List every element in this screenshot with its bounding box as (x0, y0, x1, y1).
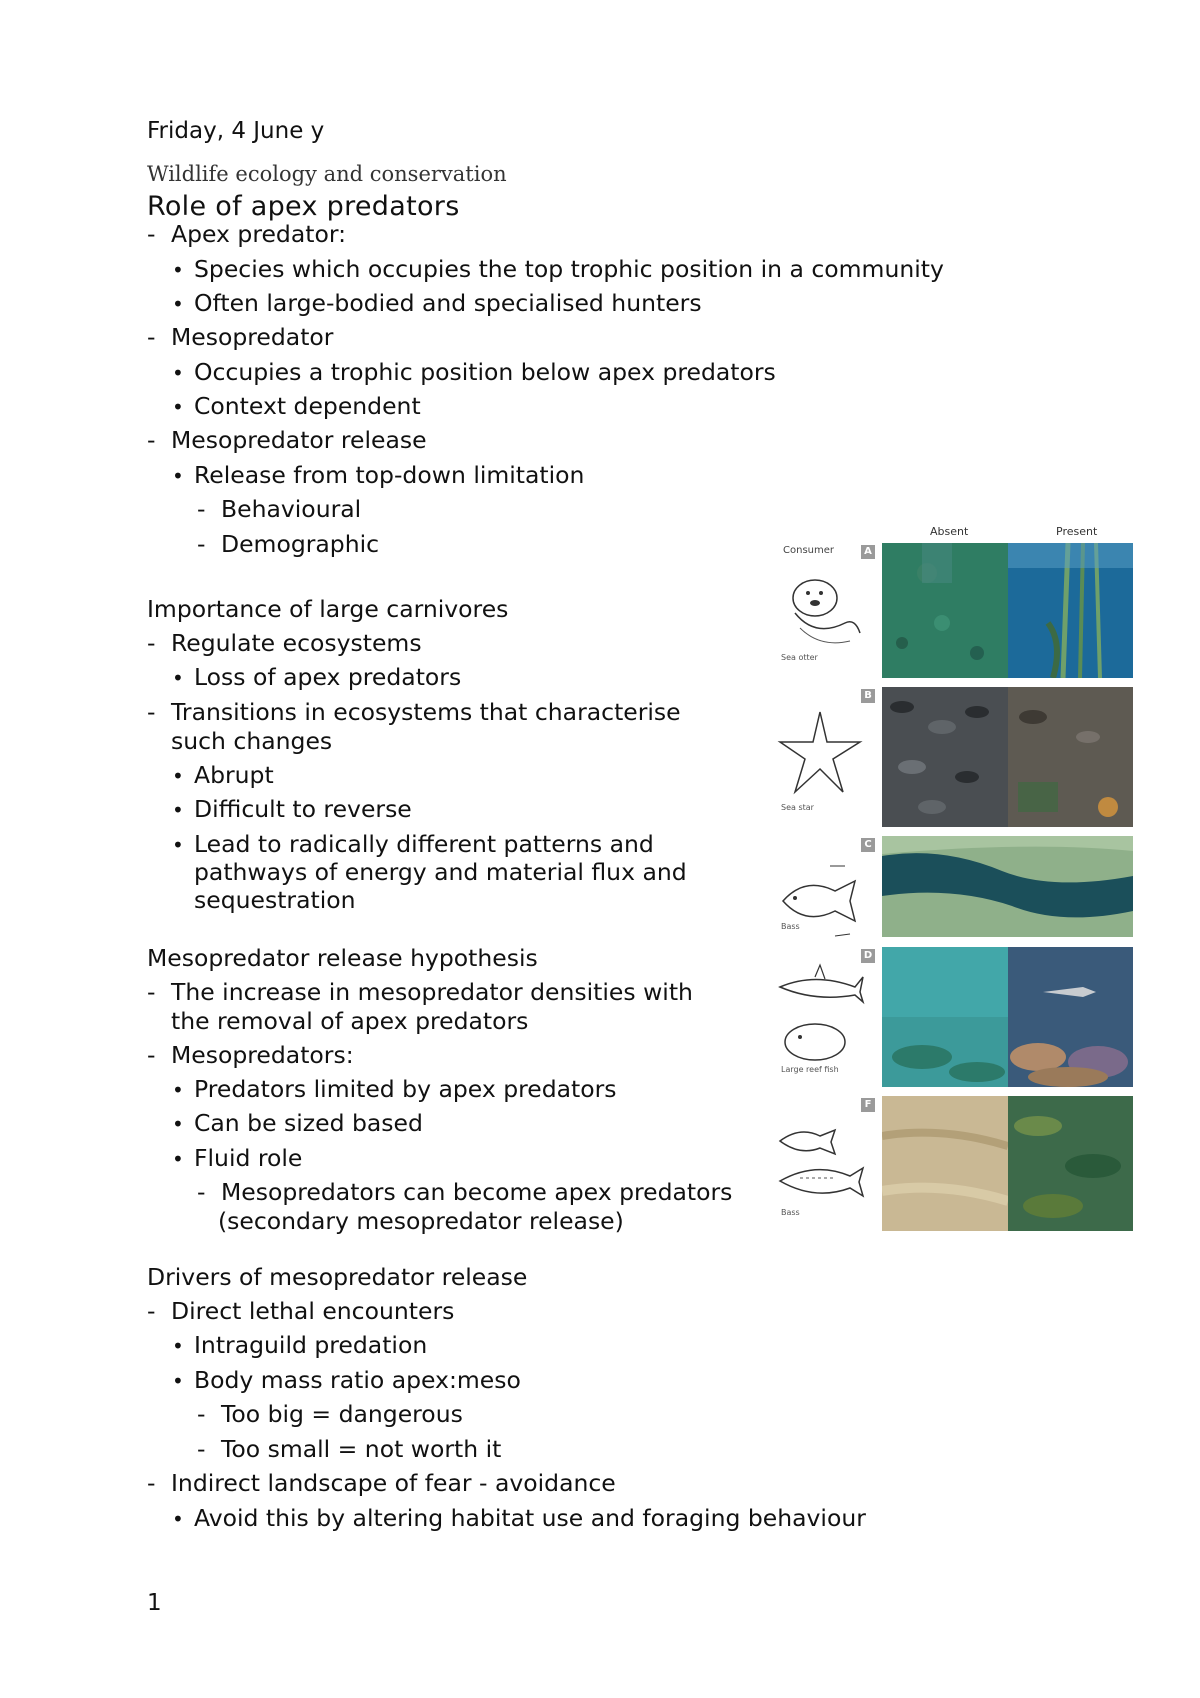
dash-marker: - (147, 978, 156, 1006)
list-item-text: Difficult to reverse (194, 795, 412, 823)
list-item-bullet (172, 830, 654, 860)
healthy-reef-texture (1008, 947, 1133, 1087)
list-item-dash (147, 323, 333, 352)
figure-panel-c (773, 836, 1133, 937)
list-item-text: Indirect landscape of fear - avoidance (171, 1469, 616, 1497)
shark-icon (775, 957, 865, 1067)
list-item-dash (197, 1178, 732, 1207)
bullet-marker: • (172, 1507, 184, 1531)
list-item-continuation: such changes (171, 727, 333, 755)
list-item-dash (147, 629, 422, 658)
bullet-marker: • (172, 833, 184, 857)
panel-letter: D (861, 949, 875, 963)
list-item-text: Apex predator: (171, 220, 347, 248)
bullet-marker: • (172, 1147, 184, 1171)
list-item-text: Occupies a trophic position below apex predators (194, 358, 776, 386)
bullet-marker: • (172, 1369, 184, 1393)
section-heading: Mesopredator release hypothesis (147, 944, 538, 972)
bass-icon (775, 846, 865, 956)
bullet-marker: • (172, 361, 184, 385)
mussel-present-photo (1008, 687, 1133, 827)
list-item-text: Body mass ratio apex:meso (194, 1366, 521, 1394)
list-item-text: Mesopredators: (171, 1041, 354, 1069)
list-item-bullet (172, 392, 421, 422)
list-item-text: Intraguild predation (194, 1331, 428, 1359)
dash-marker: - (147, 1041, 156, 1069)
kelp-forest-texture (1008, 543, 1133, 678)
list-item-continuation: (secondary mesopredator release) (218, 1207, 624, 1235)
list-item-continuation: the removal of apex predators (171, 1007, 529, 1035)
list-item-dash (147, 1041, 354, 1070)
list-item-text: Transitions in ecosystems that characterise (171, 698, 681, 726)
mixed-intertidal-texture (1008, 687, 1133, 827)
list-item-text: Direct lethal encounters (171, 1297, 455, 1325)
list-item-continuation: pathways of energy and material flux and (194, 858, 687, 886)
list-item-bullet (172, 289, 702, 319)
dash-marker: - (197, 1178, 206, 1206)
bullet-marker: • (172, 798, 184, 822)
list-item-text: Fluid role (194, 1144, 303, 1172)
bullet-marker: • (172, 395, 184, 419)
dash-marker: - (147, 1297, 156, 1325)
figure-panel-d (773, 947, 1133, 1087)
dash-marker: - (147, 220, 156, 248)
list-item-bullet (172, 761, 274, 791)
figure-panel-f (773, 1096, 1133, 1231)
list-item-bullet (172, 461, 584, 491)
list-item-text: Context dependent (194, 392, 421, 420)
bass-icon (775, 1106, 865, 1216)
mussel-bed-texture (882, 687, 1008, 827)
page-title: Role of apex predators (147, 191, 460, 222)
panel-letter: A (861, 545, 875, 559)
list-item-continuation: sequestration (194, 886, 356, 914)
list-item-bullet (172, 1366, 521, 1396)
course-name: Wildlife ecology and conservation (147, 162, 507, 186)
column-header-absent: Absent (930, 525, 969, 538)
list-item-dash (197, 1400, 463, 1429)
list-item-text: The increase in mesopredator densities with (171, 978, 693, 1006)
list-item-text: Predators limited by apex predators (194, 1075, 617, 1103)
list-item-text: Loss of apex predators (194, 663, 462, 691)
list-item-text: Mesopredators can become apex predators (221, 1178, 733, 1206)
list-item-dash (147, 426, 427, 455)
bullet-marker: • (172, 764, 184, 788)
urchin-barren-texture (882, 543, 1008, 678)
trophic-cascade-figure (773, 523, 1133, 1231)
list-item-text: Demographic (221, 530, 380, 558)
list-item-text: Regulate ecosystems (171, 629, 422, 657)
panel-letter: C (861, 838, 875, 852)
list-item-bullet (172, 1075, 617, 1105)
dash-marker: - (147, 629, 156, 657)
algal-streambed-texture (1008, 1096, 1133, 1231)
stream-present-photo (1008, 1096, 1133, 1231)
list-item-text: Abrupt (194, 761, 274, 789)
animal-label: Bass (781, 1208, 800, 1217)
list-item-dash (197, 1435, 501, 1464)
animal-label: Large reef fish (781, 1065, 839, 1074)
dash-marker: - (197, 530, 206, 558)
note-date: Friday, 4 June y (147, 118, 325, 144)
stream-absent-photo (882, 1096, 1008, 1231)
list-item-text: Mesopredator release (171, 426, 427, 454)
list-item-text: Release from top-down limitation (194, 461, 585, 489)
list-item-text: Avoid this by altering habitat use and foraging behaviour (194, 1504, 866, 1532)
animal-label: Sea star (781, 803, 814, 812)
list-item-text: Species which occupies the top trophic position in a community (194, 255, 944, 283)
list-item-dash (197, 495, 361, 524)
kelp-present-photo (1008, 543, 1133, 678)
panel-letter: B (861, 689, 875, 703)
algae-free-streambed-texture (882, 1096, 1008, 1231)
dash-marker: - (197, 495, 206, 523)
bullet-marker: • (172, 666, 184, 690)
list-item-text: Too small = not worth it (221, 1435, 502, 1463)
dash-marker: - (147, 426, 156, 454)
reef-absent-photo (882, 947, 1008, 1087)
list-item-dash (147, 1469, 616, 1498)
list-item-bullet (172, 663, 461, 693)
list-item-text: Can be sized based (194, 1109, 423, 1137)
section-heading: Importance of large carnivores (147, 595, 509, 623)
consumer-label: Consumer (783, 545, 834, 556)
dash-marker: - (147, 1469, 156, 1497)
list-item-dash (147, 1297, 454, 1326)
bullet-marker: • (172, 464, 184, 488)
list-item-text: Often large-bodied and specialised hunters (194, 289, 702, 317)
lake-aerial-photo (882, 836, 1133, 937)
degraded-reef-texture (882, 947, 1008, 1087)
list-item-bullet (172, 255, 944, 285)
bullet-marker: • (172, 258, 184, 282)
figure-panel-b (773, 687, 1133, 827)
sea-otter-icon (775, 553, 865, 663)
section-heading: Drivers of mesopredator release (147, 1263, 528, 1291)
list-item-dash (147, 220, 346, 249)
list-item-bullet (172, 1144, 302, 1174)
list-item-dash (147, 698, 681, 727)
dash-marker: - (197, 1400, 206, 1428)
animal-label: Bass (781, 922, 800, 931)
list-item-text: Behavioural (221, 495, 362, 523)
list-item-dash (197, 530, 379, 559)
mussel-absent-photo (882, 687, 1008, 827)
bullet-marker: • (172, 1078, 184, 1102)
reef-present-photo (1008, 947, 1133, 1087)
list-item-bullet (172, 1504, 866, 1534)
dash-marker: - (147, 323, 156, 351)
list-item-bullet (172, 358, 776, 388)
list-item-text: Lead to radically different patterns and (194, 830, 654, 858)
list-item-dash (147, 978, 693, 1007)
bullet-marker: • (172, 292, 184, 316)
column-header-present: Present (1056, 525, 1098, 538)
bullet-marker: • (172, 1334, 184, 1358)
bullet-marker: • (172, 1112, 184, 1136)
figure-panel-a (773, 543, 1133, 678)
panel-letter: F (861, 1098, 875, 1112)
list-item-bullet (172, 1109, 423, 1139)
list-item-bullet (172, 795, 412, 825)
lake-texture (882, 836, 1133, 937)
page-number: 1 (147, 1590, 162, 1616)
list-item-text: Too big = dangerous (221, 1400, 463, 1428)
list-item-text: Mesopredator (171, 323, 334, 351)
animal-label: Sea otter (781, 653, 818, 662)
dash-marker: - (197, 1435, 206, 1463)
sea-star-icon (775, 697, 865, 807)
list-item-bullet (172, 1331, 427, 1361)
kelp-absent-photo (882, 543, 1008, 678)
dash-marker: - (147, 698, 156, 726)
